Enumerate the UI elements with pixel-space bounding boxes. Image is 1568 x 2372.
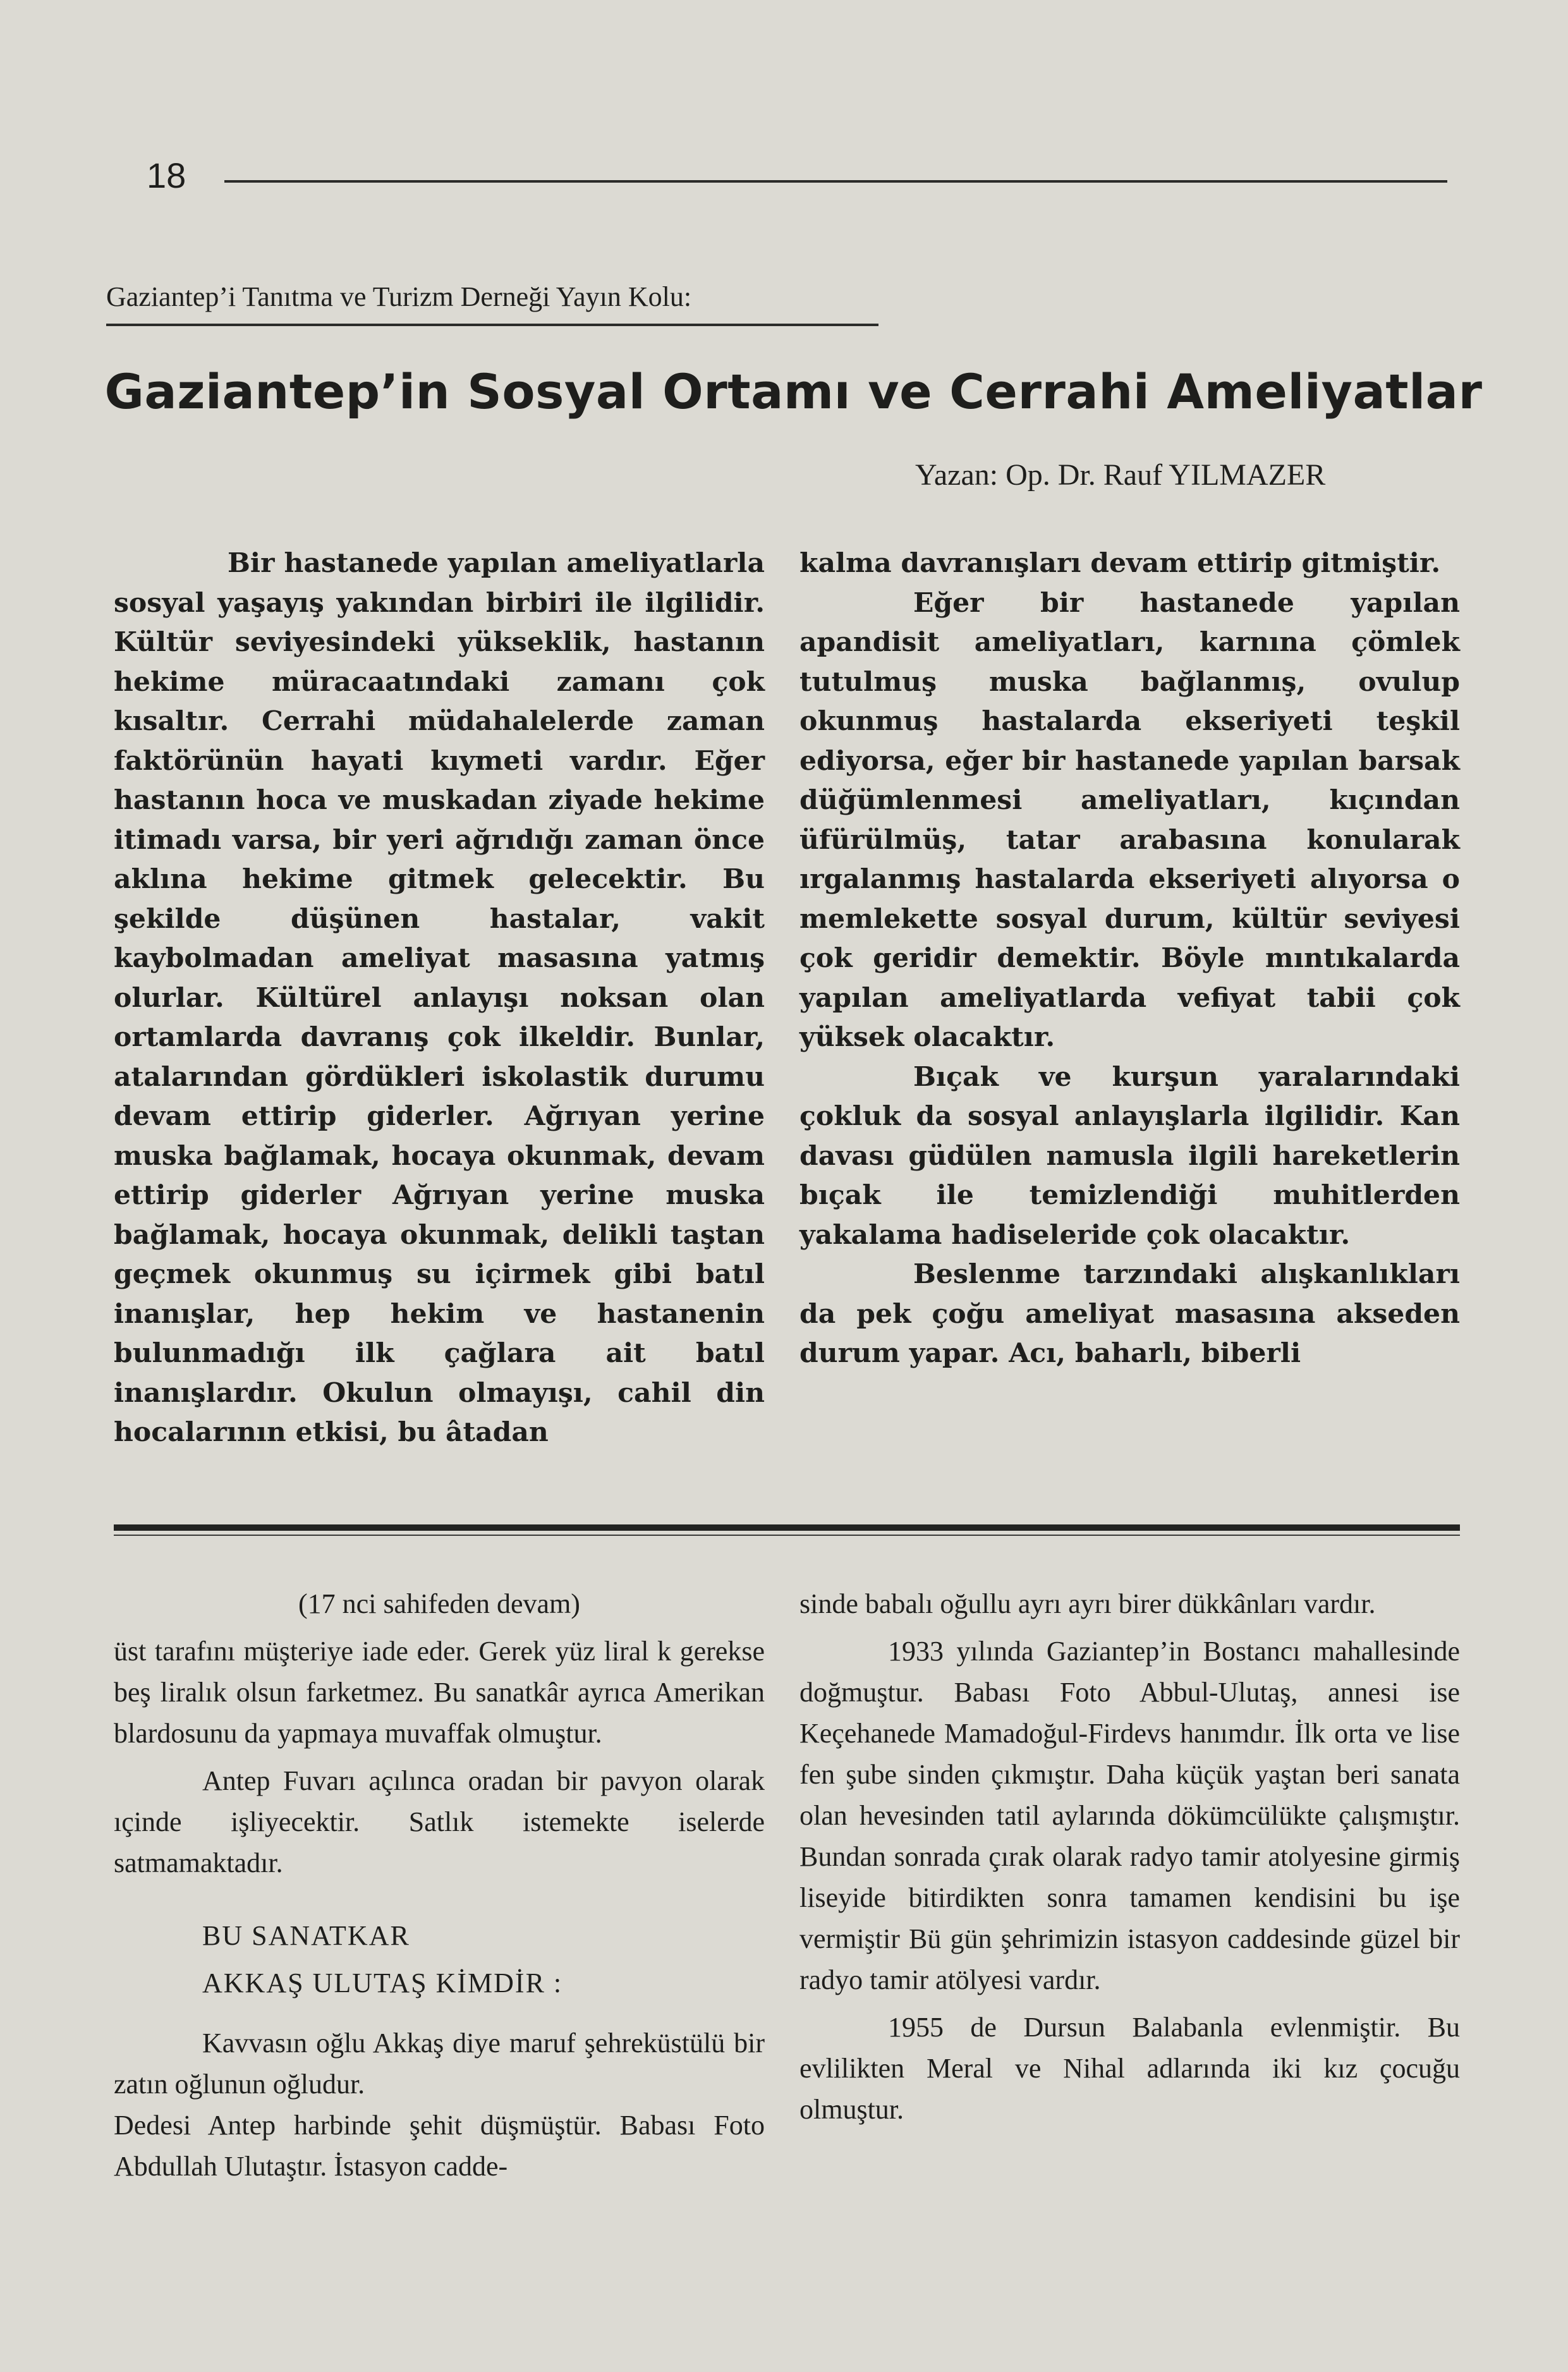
continuation-paragraph: Antep Fuvarı açılınca oradan bir pavyon olarak ıçinde işliyecektir. Satlık istemekte iselerde satmamaktadır. <box>114 1765 765 1878</box>
article-left-column <box>114 544 765 1452</box>
byline: Yazan: Op. Dr. Rauf YILMAZER <box>915 458 1326 492</box>
section-divider <box>114 1524 1460 1531</box>
top-rule <box>224 180 1447 183</box>
continuation-paragraph: üst tarafını müşteriye iade eder. Gerek yüz liral k gerekse beş liralık olsun farketmez. Bu sanatkâr ayrıca Amerikan blardosunu da yapmaya muvaffak olmuştur. <box>114 1636 765 1749</box>
article-right-column <box>799 544 1460 1373</box>
article-paragraph: kalma davranışları devam ettirip gitmiştir. <box>799 547 1441 579</box>
continuation-paragraph: Kavvasın oğlu Akkaş diye maruf şehreküstülü bir zatın oğlunun oğludur. <box>114 2028 765 2100</box>
article-paragraph: Bir hastanede yapılan ameliyatlarla sosyal yaşayış yakından birbiri ile ilgilidir. Kültür seviyesindeki yükseklik, hastanın hekime müracaatındaki zamanı çok kısaltır. Cerrahi müdahalelerde zaman faktörünün hayati kıymeti vardır. Eğer hastanın hoca ve muskadan ziyade hekime itimadı varsa, bir yeri ağrıdığı zaman önce aklına hekime gitmek gelecektir. Bu şekilde düşünen hastalar, vakit kaybolmadan ameliyat masasına yatmış olurlar. Kültürel anlayışı noksan olan ortamlarda davranış çok ilkeldir. Bunlar, atalarından gördükleri iskolastik durumu devam ettirip giderler. Ağrıyan yerine muska bağlamak, hocaya okunmak, devam ettirip giderler Ağrıyan yerine muska bağlamak, hocaya okunmak, delikli taştan geçmek okunmuş su içirmek gibi batıl inanışlar, hep hekim ve hastanenin bulunmadığı ilk çağlara ait batıl inanışlardır. Okulun olmayışı, cahil din hocalarının etkisi, bu âtadan <box>114 547 765 1448</box>
continuation-paragraph: 1933 yılında Gaziantep’in Bostancı mahallesinde doğmuştur. Babası Foto Abbul-Ulutaş, annesi ise Keçehanede Mamadoğul-Firdevs hanımdır. İlk orta ve lise fen şube sinden çıkmıştır. Daha küçük yaştan beri sanata olan hevesinden tatil aylarında dökümcülükte çalışmıştır. Bundan sonrada çırak olarak radyo tamir atolyesine girmiş liseyide bitirdikten sonra tamamen kendisini bu işe vermiştir Bü gün şehrimizin istasyon caddesinde güzel bir radyo tamir atölyesi vardır. <box>799 1636 1460 1995</box>
section-divider-thin <box>114 1535 1460 1536</box>
article-paragraph: Bıçak ve kurşun yaralarındaki çokluk da sosyal anlayışlarla ilgilidir. Kan davası güdülen namusla ilgili hareketlerin bıçak ile temizlendiği muhitlerden yakalama hadiseleride çok olacaktır. <box>799 1061 1460 1251</box>
series-rule <box>106 324 878 326</box>
article-title: Gaziantep’in Sosyal Ortamı ve Cerrahi Ameliyatlar <box>104 363 1483 420</box>
continuation-paragraph: 1955 de Dursun Balabanla evlenmiştir. Bu evlilikten Meral ve Nihal adlarında iki kız çocuğu olmuştur. <box>799 2012 1460 2125</box>
series-title: Gaziantep’i Tanıtma ve Turizm Derneği Yayın Kolu: <box>106 281 692 312</box>
continuation-left-column <box>114 1583 765 2187</box>
artist-heading-line-2: AKKAŞ ULUTAŞ KİMDİR : <box>202 1968 563 1998</box>
continuation-right-column <box>799 1583 1460 2130</box>
continuation-paragraph: sinde babalı oğullu ayrı ayrı birer dükkânları vardır. <box>799 1588 1376 1619</box>
artist-heading-line-1: BU SANATKAR <box>202 1920 410 1951</box>
article-paragraph: Eğer bir hastanede yapılan apandisit ameliyatları, karnına çömlek tutulmuş muska bağlanmış, ovulup okunmuş hastalarda ekseriyeti teşkil ediyorsa, eğer bir hastanede yapılan barsak düğümlenmesi ameliyatları, kıçından üfürülmüş, tatar arabasına konularak ırgalanmış hastalarda ekseriyeti alıyorsa o memlekette sosyal durum, kültür seviyesi çok geridir demektir. Böyle mıntıkalarda yapılan ameliyatlarda vefiyat tabii çok yüksek olacaktır. <box>799 587 1460 1053</box>
continuation-note: (17 nci sahifeden devam) <box>298 1588 580 1619</box>
continuation-paragraph: Dedesi Antep harbinde şehit düşmüştür. Babası Foto Abdullah Ulutaştır. İstasyon cadde- <box>114 2110 765 2182</box>
page-number: 18 <box>147 155 186 195</box>
article-paragraph: Beslenme tarzındaki alışkanlıkları da pek çoğu ameliyat masasına akseden durum yapar. Acı, baharlı, biberli <box>799 1258 1460 1369</box>
